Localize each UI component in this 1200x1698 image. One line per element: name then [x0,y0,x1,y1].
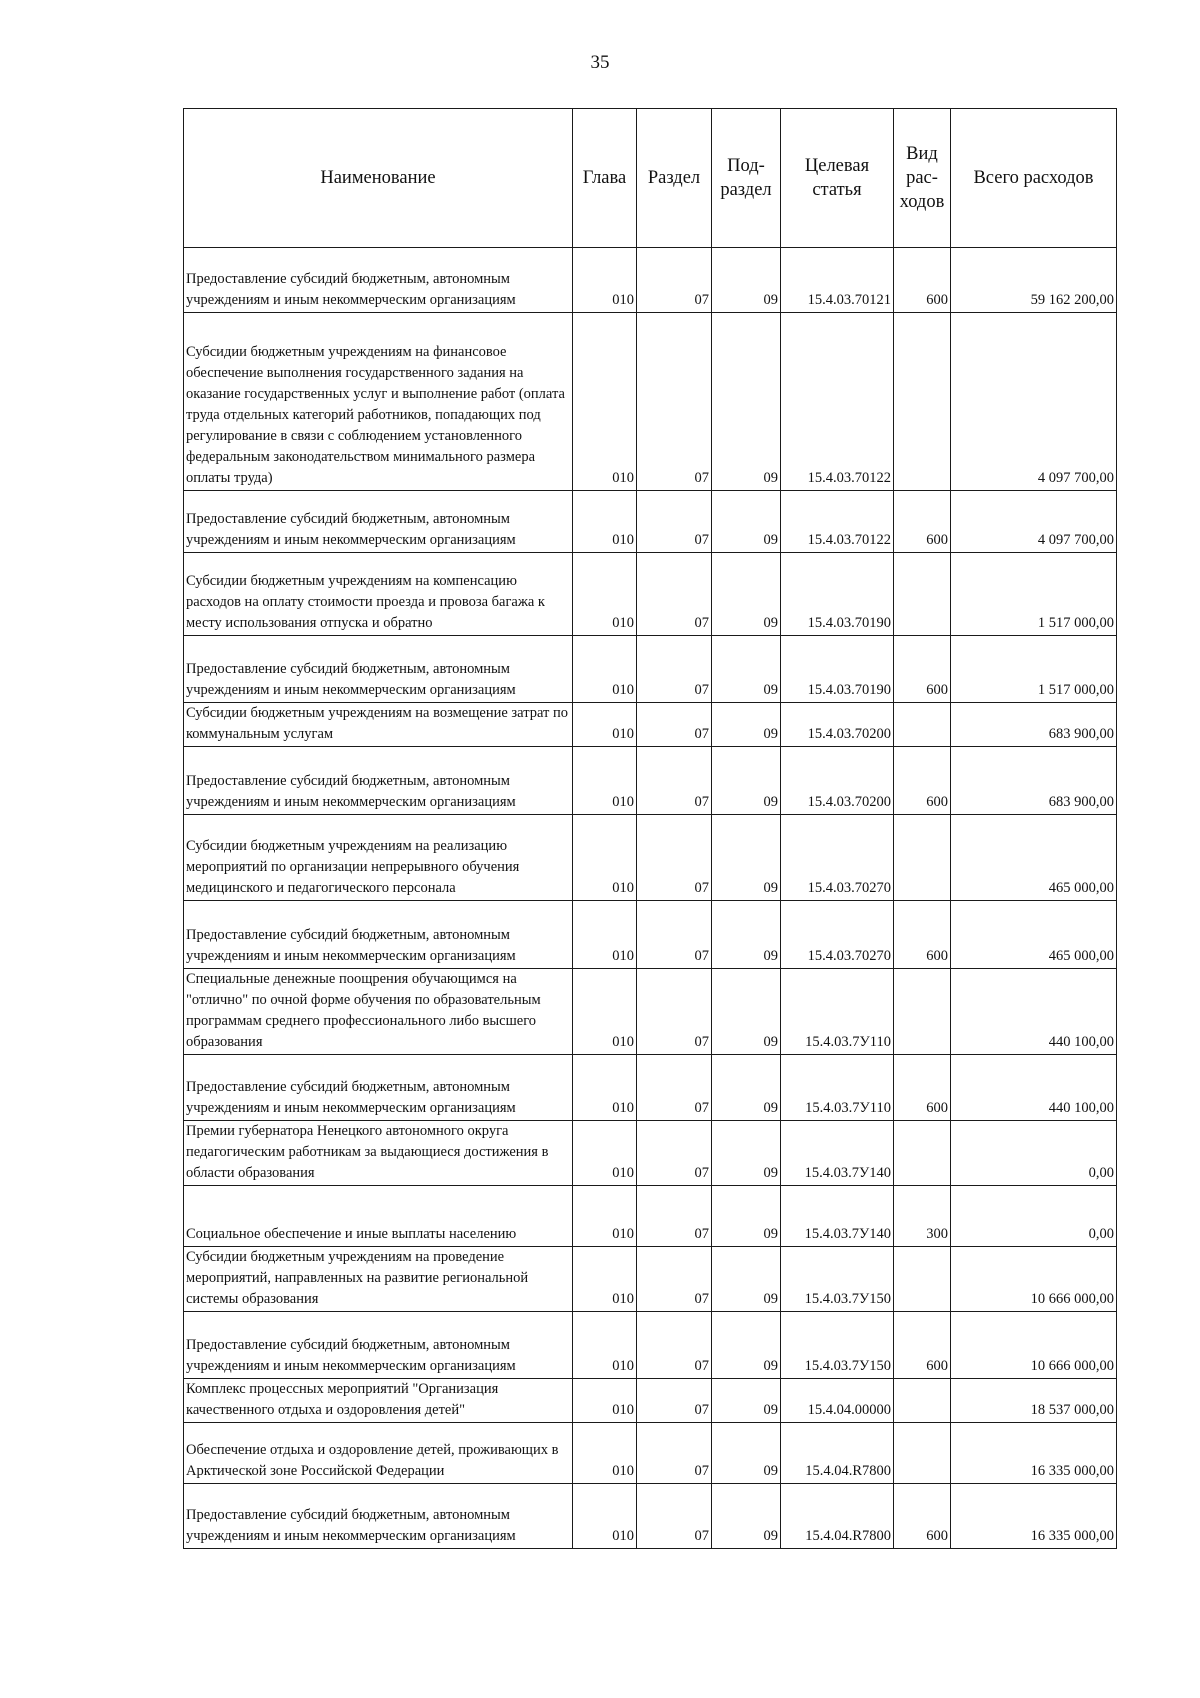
row-glava: 010 [573,815,637,901]
row-vid [894,815,951,901]
row-celevaya: 15.4.03.70121 [781,248,894,313]
row-vid: 600 [894,1484,951,1549]
table-row [184,815,1117,901]
row-celevaya: 15.4.03.70122 [781,491,894,553]
row-total: 59 162 200,00 [951,248,1117,313]
row-celevaya: 15.4.03.70122 [781,313,894,491]
row-name: Комплекс процессных мероприятий "Организация качественного отдыха и оздоровления детей" [184,1379,573,1423]
row-glava: 010 [573,313,637,491]
table-row [184,1484,1117,1549]
row-glava: 010 [573,248,637,313]
header-podrazdel: Под- раздел [712,109,781,248]
row-podrazdel: 09 [712,1379,781,1423]
row-podrazdel: 09 [712,1247,781,1312]
row-total: 0,00 [951,1186,1117,1247]
row-razdel: 07 [637,747,712,815]
row-vid [894,553,951,636]
table-row [184,1423,1117,1484]
budget-table [183,108,1117,1549]
row-vid: 600 [894,747,951,815]
row-celevaya: 15.4.03.70270 [781,815,894,901]
row-celevaya: 15.4.03.7У150 [781,1247,894,1312]
row-razdel: 07 [637,1312,712,1379]
row-razdel: 07 [637,313,712,491]
row-glava: 010 [573,636,637,703]
row-podrazdel: 09 [712,703,781,747]
row-celevaya: 15.4.03.70200 [781,703,894,747]
row-name: Субсидии бюджетным учреждениям на финансовое обеспечение выполнения государственного задания на оказание государственных услуг и выполнение работ (оплата труда отдельных категорий работников, попадающих под регулирование в связи с соблюдением установленного федеральным законодательством минимального размера оплаты труда) [184,313,573,491]
row-vid [894,1423,951,1484]
row-name: Предоставление субсидий бюджетным, автономным учреждениям и иным некоммерческим организациям [184,747,573,815]
row-podrazdel: 09 [712,313,781,491]
table-row [184,1055,1117,1121]
row-celevaya: 15.4.04.00000 [781,1379,894,1423]
row-vid [894,1247,951,1312]
row-celevaya: 15.4.03.70270 [781,901,894,969]
row-name: Субсидии бюджетным учреждениям на реализацию мероприятий по организации непрерывного обучения медицинского и педагогического персонала [184,815,573,901]
table-header-row [184,109,1117,248]
row-podrazdel: 09 [712,901,781,969]
table-row [184,703,1117,747]
row-vid: 600 [894,1312,951,1379]
header-total: Всего расходов [951,109,1117,248]
header-razdel: Раздел [637,109,712,248]
row-celevaya: 15.4.03.7У140 [781,1186,894,1247]
row-glava: 010 [573,1379,637,1423]
row-celevaya: 15.4.04.R7800 [781,1423,894,1484]
row-vid [894,969,951,1055]
row-glava: 010 [573,703,637,747]
row-vid: 600 [894,901,951,969]
row-name: Специальные денежные поощрения обучающимся на "отлично" по очной форме обучения по образовательным программам среднего профессионального либо высшего образования [184,969,573,1055]
row-podrazdel: 09 [712,1186,781,1247]
row-vid [894,703,951,747]
row-glava: 010 [573,969,637,1055]
row-name: Предоставление субсидий бюджетным, автономным учреждениям и иным некоммерческим организациям [184,1312,573,1379]
table-row [184,553,1117,636]
row-name: Субсидии бюджетным учреждениям на возмещение затрат по коммунальным услугам [184,703,573,747]
row-name: Предоставление субсидий бюджетным, автономным учреждениям и иным некоммерческим организациям [184,491,573,553]
row-glava: 010 [573,1423,637,1484]
table-row [184,248,1117,313]
row-podrazdel: 09 [712,1055,781,1121]
row-total: 18 537 000,00 [951,1379,1117,1423]
row-vid [894,1121,951,1186]
table-row [184,491,1117,553]
row-total: 683 900,00 [951,747,1117,815]
row-razdel: 07 [637,901,712,969]
row-razdel: 07 [637,553,712,636]
row-razdel: 07 [637,1247,712,1312]
row-name: Предоставление субсидий бюджетным, автономным учреждениям и иным некоммерческим организациям [184,1484,573,1549]
row-total: 16 335 000,00 [951,1484,1117,1549]
row-name: Обеспечение отдыха и оздоровление детей, проживающих в Арктической зоне Российской Федерации [184,1423,573,1484]
row-podrazdel: 09 [712,1423,781,1484]
row-podrazdel: 09 [712,248,781,313]
row-vid: 600 [894,636,951,703]
row-razdel: 07 [637,1484,712,1549]
row-total: 683 900,00 [951,703,1117,747]
row-podrazdel: 09 [712,636,781,703]
row-razdel: 07 [637,969,712,1055]
table-row [184,747,1117,815]
row-celevaya: 15.4.03.70200 [781,747,894,815]
page-number: 35 [590,52,610,73]
header-glava: Глава [573,109,637,248]
table-row [184,969,1117,1055]
row-total: 10 666 000,00 [951,1312,1117,1379]
row-celevaya: 15.4.04.R7800 [781,1484,894,1549]
table-row [184,1186,1117,1247]
row-glava: 010 [573,1247,637,1312]
row-celevaya: 15.4.03.70190 [781,553,894,636]
row-podrazdel: 09 [712,815,781,901]
row-podrazdel: 09 [712,1484,781,1549]
table-row [184,1379,1117,1423]
row-total: 440 100,00 [951,969,1117,1055]
row-razdel: 07 [637,1379,712,1423]
table-row [184,1121,1117,1186]
row-total: 1 517 000,00 [951,636,1117,703]
row-name: Предоставление субсидий бюджетным, автономным учреждениям и иным некоммерческим организациям [184,1055,573,1121]
row-razdel: 07 [637,703,712,747]
table-row [184,313,1117,491]
row-name: Социальное обеспечение и иные выплаты населению [184,1186,573,1247]
header-name: Наименование [184,109,573,248]
row-celevaya: 15.4.03.7У110 [781,1055,894,1121]
row-glava: 010 [573,491,637,553]
row-razdel: 07 [637,491,712,553]
row-total: 4 097 700,00 [951,313,1117,491]
row-total: 10 666 000,00 [951,1247,1117,1312]
row-total: 4 097 700,00 [951,491,1117,553]
row-razdel: 07 [637,636,712,703]
row-podrazdel: 09 [712,1312,781,1379]
row-podrazdel: 09 [712,491,781,553]
row-podrazdel: 09 [712,969,781,1055]
row-total: 1 517 000,00 [951,553,1117,636]
table-row [184,1312,1117,1379]
header-celevaya: Целевая статья [781,109,894,248]
row-vid: 600 [894,248,951,313]
row-vid [894,1379,951,1423]
row-name: Предоставление субсидий бюджетным, автономным учреждениям и иным некоммерческим организациям [184,901,573,969]
row-podrazdel: 09 [712,553,781,636]
row-total: 0,00 [951,1121,1117,1186]
table-row [184,901,1117,969]
table-row [184,636,1117,703]
row-glava: 010 [573,1312,637,1379]
row-glava: 010 [573,1055,637,1121]
row-glava: 010 [573,1121,637,1186]
row-total: 440 100,00 [951,1055,1117,1121]
row-vid: 300 [894,1186,951,1247]
row-name: Предоставление субсидий бюджетным, автономным учреждениям и иным некоммерческим организациям [184,636,573,703]
header-vid: Вид рас- ходов [894,109,951,248]
row-celevaya: 15.4.03.70190 [781,636,894,703]
row-glava: 010 [573,1186,637,1247]
row-celevaya: 15.4.03.7У140 [781,1121,894,1186]
row-total: 465 000,00 [951,901,1117,969]
row-razdel: 07 [637,815,712,901]
row-glava: 010 [573,747,637,815]
row-celevaya: 15.4.03.7У110 [781,969,894,1055]
row-vid: 600 [894,491,951,553]
table-row [184,1247,1117,1312]
row-name: Субсидии бюджетным учреждениям на проведение мероприятий, направленных на развитие региональной системы образования [184,1247,573,1312]
row-name: Субсидии бюджетным учреждениям на компенсацию расходов на оплату стоимости проезда и провоза багажа к месту использования отпуска и обратно [184,553,573,636]
row-name: Предоставление субсидий бюджетным, автономным учреждениям и иным некоммерческим организациям [184,248,573,313]
row-podrazdel: 09 [712,1121,781,1186]
row-razdel: 07 [637,1121,712,1186]
row-razdel: 07 [637,1186,712,1247]
row-glava: 010 [573,1484,637,1549]
row-glava: 010 [573,901,637,969]
row-podrazdel: 09 [712,747,781,815]
row-vid: 600 [894,1055,951,1121]
row-name: Премии губернатора Ненецкого автономного округа педагогическим работникам за выдающиеся достижения в области образования [184,1121,573,1186]
row-razdel: 07 [637,1423,712,1484]
row-total: 465 000,00 [951,815,1117,901]
row-vid [894,313,951,491]
row-razdel: 07 [637,1055,712,1121]
row-total: 16 335 000,00 [951,1423,1117,1484]
row-razdel: 07 [637,248,712,313]
row-glava: 010 [573,553,637,636]
row-celevaya: 15.4.03.7У150 [781,1312,894,1379]
